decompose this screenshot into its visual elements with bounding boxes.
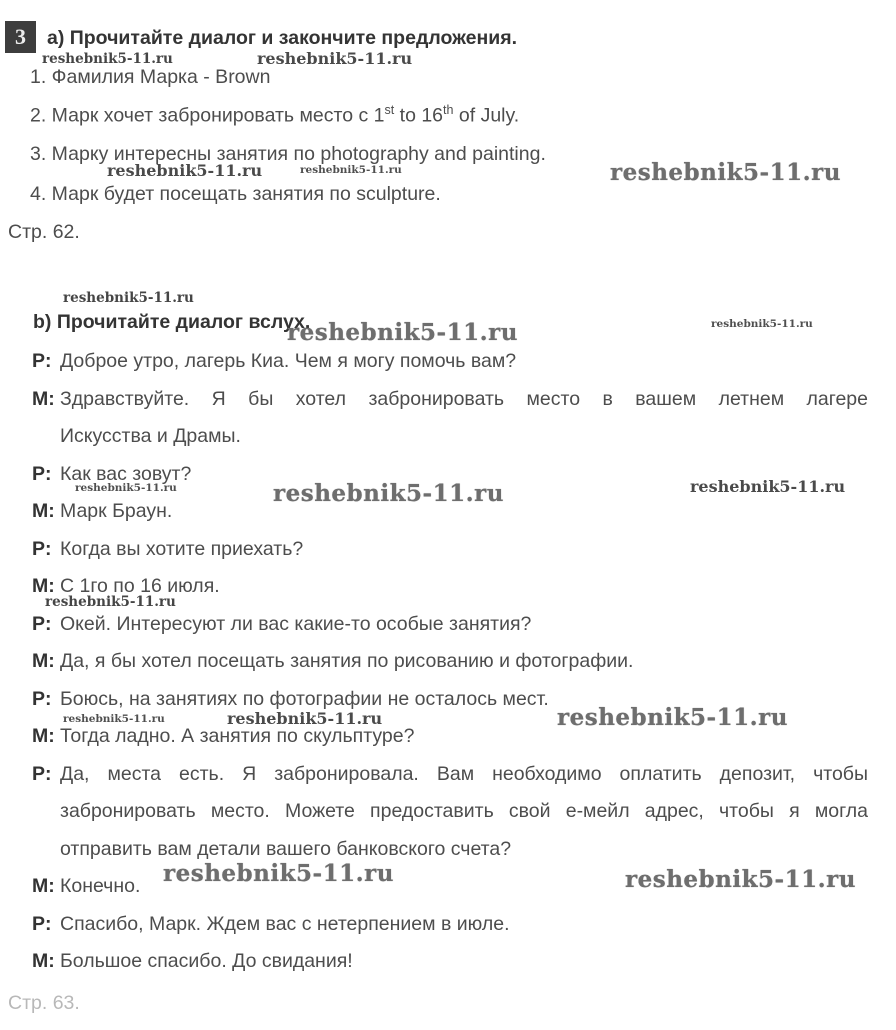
watermark: reshebnik5-11.ru: [300, 164, 402, 176]
part-a-heading: а) Прочитайте диалог и закончите предложения.: [47, 27, 518, 49]
dialog-line: забронировать место. Можете предоставить свой е-мейл адрес, чтобы я могла: [60, 800, 868, 822]
dialog-turn: [32, 906, 868, 944]
dialog-turn: [32, 456, 868, 494]
dialog-turn: [32, 756, 868, 869]
answer-text: 1. Фамилия Марка - Brown: [30, 66, 271, 88]
dialog-turn: [32, 493, 868, 531]
dialog-turn: [32, 343, 868, 381]
speaker-label: M:: [32, 950, 55, 972]
dialog-turn: [32, 568, 868, 606]
dialog-line: Окей. Интересуют ли вас какие-то особые занятия?: [60, 612, 532, 635]
dialog-line: Боюсь, на занятиях по фотографии не осталось мест.: [60, 687, 549, 710]
watermark: reshebnik5-11.ru: [163, 860, 394, 887]
answer-text: of July.: [453, 104, 520, 127]
answer-item: [30, 183, 546, 205]
speaker-label: M:: [32, 725, 55, 747]
speaker-label: M:: [32, 875, 55, 897]
speaker-label: P:: [32, 912, 52, 935]
dialog-line: Как вас зовут?: [60, 462, 192, 485]
dialog-line: отправить вам детали вашего банковского счета?: [60, 837, 512, 860]
bottom-cut-text: Стр. 63.: [8, 992, 80, 1014]
watermark: reshebnik5-11.ru: [610, 159, 841, 186]
answer-text: to 16: [394, 104, 444, 127]
dialog-line: Спасибо, Марк. Ждем вас с нетерпением в июле.: [60, 912, 510, 935]
task-number-box: [5, 21, 36, 53]
dialog-turn: [32, 531, 868, 569]
dialog-line: С 1го по 16 июля.: [60, 575, 220, 597]
watermark: reshebnik5-11.ru: [273, 480, 504, 507]
part-b-heading: b) Прочитайте диалог вслух.: [33, 311, 311, 333]
dialog-turn: [32, 681, 868, 719]
watermark: reshebnik5-11.ru: [625, 866, 856, 893]
task-number: 3: [15, 24, 26, 49]
watermark: reshebnik5-11.ru: [690, 477, 846, 496]
dialog: [32, 343, 868, 981]
superscript: st: [384, 103, 395, 117]
watermark: reshebnik5-11.ru: [45, 594, 176, 610]
dialog-line: Здравствуйте. Я бы хотел забронировать место в вашем летнем лагере: [60, 387, 868, 410]
speaker-label: M:: [32, 387, 55, 410]
answer-text: 4. Марк будет посещать занятия по sculpture.: [30, 183, 441, 205]
dialog-turn: [32, 643, 868, 681]
speaker-label: M:: [32, 500, 55, 522]
answer-text: 3. Марку интересны занятия по photography and painting.: [30, 143, 546, 165]
speaker-label: P:: [32, 687, 52, 710]
speaker-label: M:: [32, 575, 55, 597]
watermark: reshebnik5-11.ru: [257, 49, 413, 68]
dialog-line: Искусства и Драмы.: [60, 425, 241, 447]
speaker-label: P:: [32, 350, 52, 372]
watermark: reshebnik5-11.ru: [287, 319, 518, 346]
answers-list: [30, 66, 546, 205]
watermark: reshebnik5-11.ru: [557, 704, 788, 731]
dialog-turn: [32, 606, 868, 644]
answer-item: [30, 103, 546, 125]
watermark: reshebnik5-11.ru: [75, 482, 177, 494]
dialog-turn: [32, 868, 868, 906]
answer-item: [30, 66, 546, 88]
page-reference: Стр. 62.: [8, 221, 80, 243]
dialog-turn: [32, 381, 868, 456]
watermark: reshebnik5-11.ru: [107, 161, 263, 180]
speaker-label: P:: [32, 762, 52, 785]
dialog-turn: [32, 943, 868, 981]
speaker-label: P:: [32, 537, 52, 560]
answer-text: 2. Марк хочет забронировать место с 1: [30, 104, 385, 127]
dialog-line: Марк Браун.: [60, 500, 173, 522]
speaker-label: P:: [32, 462, 52, 485]
dialog-line: Доброе утро, лагерь Киа. Чем я могу помочь вам?: [60, 350, 517, 372]
dialog-turn: [32, 718, 868, 756]
dialog-line: Да, места есть. Я забронировала. Вам необходимо оплатить депозит, чтобы: [60, 762, 868, 785]
speaker-label: P:: [32, 612, 52, 635]
watermark: reshebnik5-11.ru: [711, 318, 813, 330]
watermark: reshebnik5-11.ru: [42, 51, 173, 67]
dialog-line: Да, я бы хотел посещать занятия по рисованию и фотографии.: [60, 650, 634, 672]
dialog-line: Тогда ладно. А занятия по скульптуре?: [60, 725, 415, 747]
superscript: th: [443, 103, 454, 117]
watermark: reshebnik5-11.ru: [63, 713, 165, 725]
dialog-line: Когда вы хотите приехать?: [60, 537, 304, 560]
watermark: reshebnik5-11.ru: [227, 709, 383, 728]
speaker-label: M:: [32, 650, 55, 672]
answer-item: [30, 143, 546, 165]
dialog-line: Конечно.: [60, 875, 141, 897]
dialog-line: Большое спасибо. До свидания!: [60, 950, 353, 972]
watermark: reshebnik5-11.ru: [63, 290, 194, 306]
